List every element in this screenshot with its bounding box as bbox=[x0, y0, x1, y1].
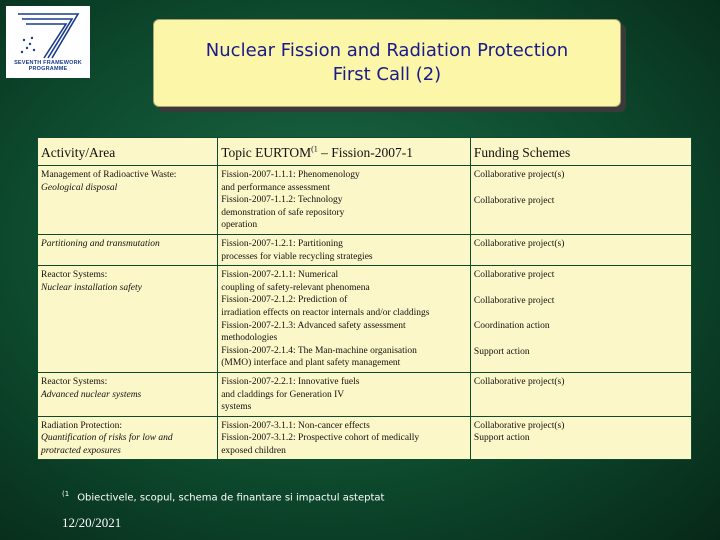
topic-cell: Fission-2007-2.1.1: Numerical coupling of safety-relevant phenomena Fission-2007-2.1.2: Prediction of irradiation effects on reactor internals and/or claddings Fission-2007-2.1.3: Advanced safety assessment methodologies Fission-2007-2.1.4: The Man-machine organisation (MMO) interface and plant safety management bbox=[218, 266, 471, 373]
header-topic: Topic EURTOM$^{(1}$ – Fission-2007-1 bbox=[218, 138, 471, 166]
topic-cell: Fission-2007-2.2.1: Innovative fuels and claddings for Generation IV systems bbox=[218, 372, 471, 416]
slide-date: 12/20/2021 bbox=[62, 515, 122, 530]
funding-cell: Collaborative project Collaborative project Coordination action Support action bbox=[470, 266, 691, 373]
activity-cell: Radiation Protection: Quantification of risks for low and protracted exposures bbox=[38, 416, 218, 460]
footnote bbox=[62, 490, 384, 503]
activity-cell: Partitioning and transmutation bbox=[38, 234, 218, 265]
table-header-row bbox=[38, 138, 692, 166]
fp7-seven-icon bbox=[12, 8, 84, 60]
activity-cell: Management of Radioactive Waste: Geological disposal bbox=[38, 166, 218, 235]
header-activity: Activity/Area bbox=[38, 138, 218, 166]
table-row bbox=[38, 234, 692, 265]
fission-topics-table bbox=[37, 137, 692, 460]
header-funding: Funding Schemes bbox=[470, 138, 691, 166]
logo-caption: SEVENTH FRAMEWORK PROGRAMME bbox=[14, 60, 82, 72]
funding-cell: Collaborative project(s) Collaborative project bbox=[470, 166, 691, 235]
table-row bbox=[38, 266, 692, 373]
table-row bbox=[38, 416, 692, 460]
topic-cell: Fission-2007-1.1.1: Phenomenology and performance assessment Fission-2007-1.1.2: Technology demonstration of safe repository operation bbox=[218, 166, 471, 235]
footnote-text: Obiectivele, scopul, schema de finantare si impactul asteptat bbox=[77, 492, 385, 504]
activity-cell: Reactor Systems: Nuclear installation safety bbox=[38, 266, 218, 373]
fp7-logo bbox=[6, 6, 90, 78]
table-row bbox=[38, 166, 692, 235]
funding-cell: Collaborative project(s) Support action bbox=[470, 416, 691, 460]
table-row bbox=[38, 372, 692, 416]
activity-cell: Reactor Systems: Advanced nuclear systems bbox=[38, 372, 218, 416]
topic-cell: Fission-2007-1.2.1: Partitioning processes for viable recycling strategies bbox=[218, 234, 471, 265]
page-title: Nuclear Fission and Radiation Protection bbox=[205, 40, 569, 61]
title-box bbox=[153, 19, 621, 107]
funding-cell: Collaborative project(s) bbox=[470, 372, 691, 416]
footnote-marker: (1 bbox=[62, 490, 70, 498]
page-subtitle: First Call (2) bbox=[332, 64, 442, 85]
topic-cell: Fission-2007-3.1.1: Non-cancer effects Fission-2007-3.1.2: Prospective cohort of medically exposed children bbox=[218, 416, 471, 460]
funding-cell: Collaborative project(s) bbox=[470, 234, 691, 265]
